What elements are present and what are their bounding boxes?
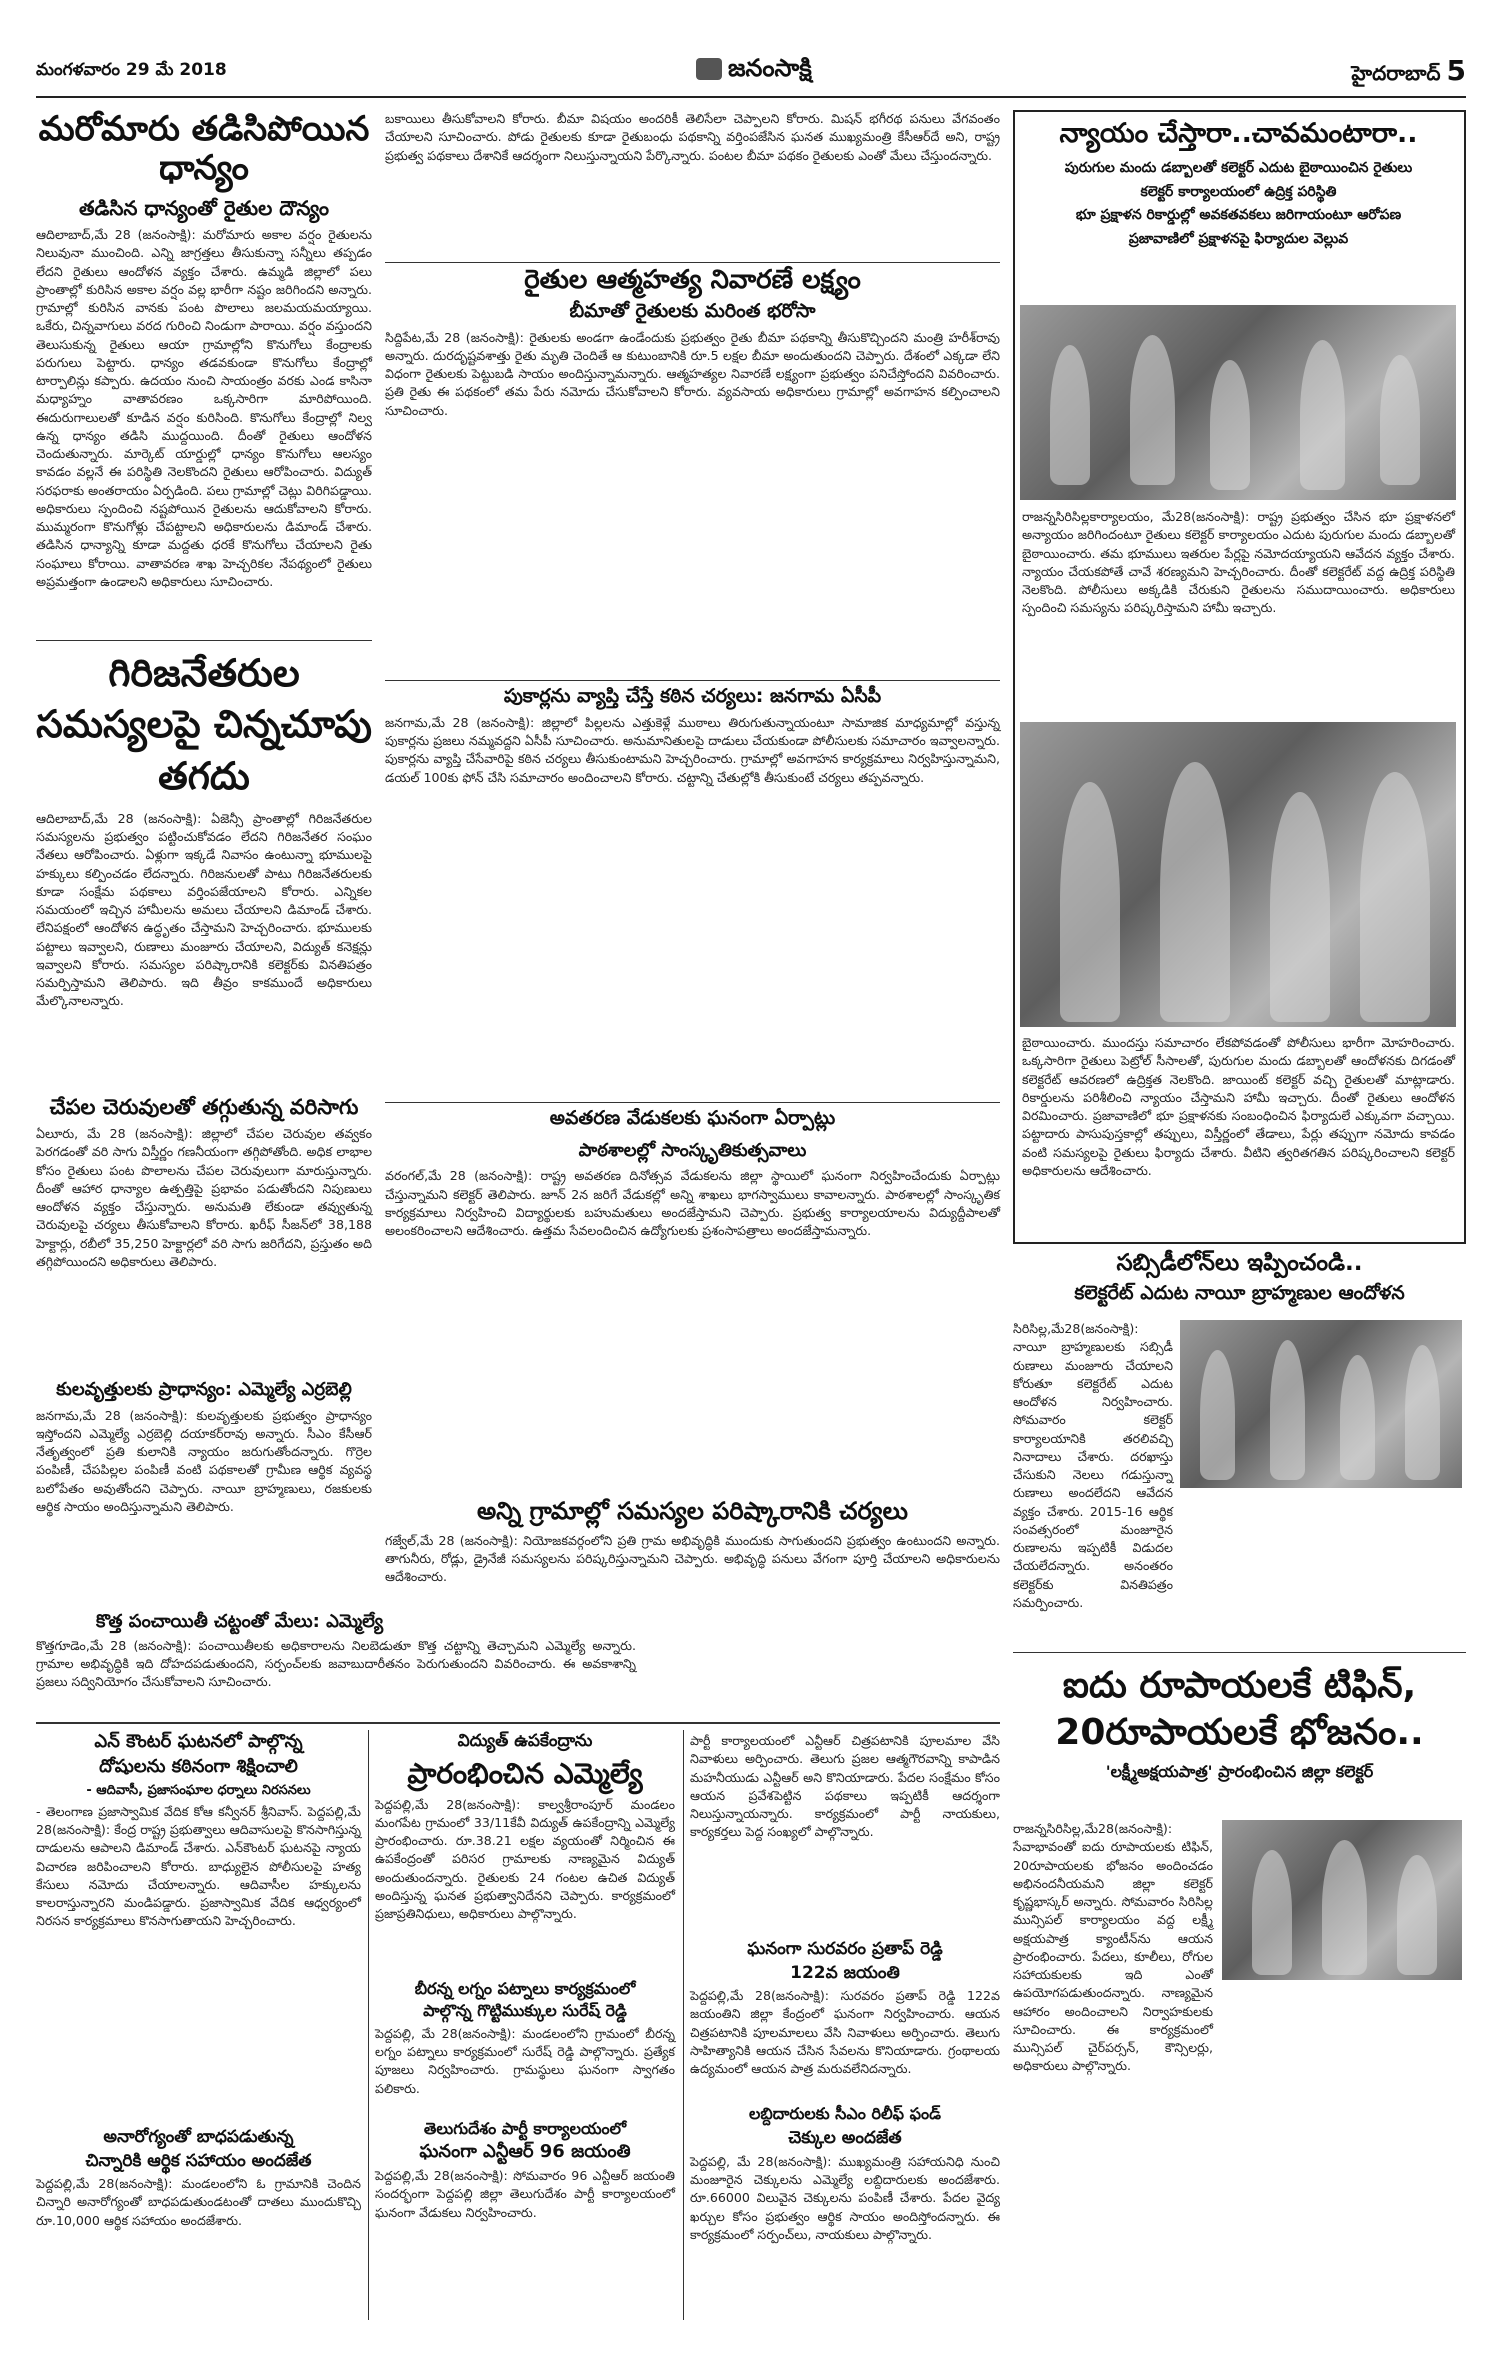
headline: చేపల చెరువులతో తగ్గుతున్న వరిసాగు [49,1095,359,1119]
article-body: పెద్దపల్లి, మే 28(జనంసాక్షి): మండలంలోని గ్రామంలో బీరన్న లగ్నం పట్నాలు కార్యక్రమంలో సురేష్ రెడ్డి పాల్గొన్నారు. ప్రత్యేక పూజలు నిర్వహించారు. గ్రామస్థులు ఘనంగా స్వాగతం పలికారు. [375,2025,675,2096]
article-body: కొత్తగూడెం,మే 28 (జనంసాక్షి): పంచాయితీలకు అధికారాలను నిలబెడుతూ కొత్త చట్టాన్ని తెచ్చామని ఎమ్మెల్యే అన్నారు. గ్రామాల అభివృద్ధికి ఇది దోహదపడుతుందని, సర్పంచ్‌లకు జవాబుదారీతనం పెరుగుతుందని వివరించారు. ఈ అవకాశాన్ని ప్రజలు సద్వినియోగం చేసుకోవాలని సూచించారు. [36,1637,636,1690]
headline: మరోమారు తడిసిపోయిన ధాన్యం [38,109,370,189]
headline: విద్యుత్ ఉపకేంద్రాను [457,1731,593,1751]
story-child-aid [36,2128,361,2295]
subhead: - ఆదివాసీ, ప్రజాసంఘాల ధర్నాలు నిరసనలు [86,1783,311,1799]
story-suicide-prevention [385,266,1000,649]
headline: ఎన్ కౌంటర్ ఘటనలో పాల్గొన్న [94,1731,303,1752]
paper-name [696,54,812,88]
headline: అనారోగ్యంతో బాధపడుతున్న [103,2127,294,2147]
story-substation [375,1732,675,1966]
article-body: ఆదిలాబాద్,మే 28 (జనంసాక్షి): ఏజెన్సీ ప్రాంతాల్లో గిరిజనేతరుల సమస్యలను ప్రభుత్వం పట్టించుకోవడం లేదని గిరిజనేతర సంఘం నేతలు ఆరోపించారు. ఏళ్లుగా ఇక్కడే నివాసం ఉంటున్నా భూములపై హక్కులు కల్పించడం లేదన్నారు. గిరిజనులతో పాటు గిరిజనేతరులకు కూడా సంక్షేమ పథకాలు వర్తింపజేయాలని కోరారు. ఎన్నికల సమయంలో ఇచ్చిన హామీలను అమలు చేయాలని డిమాండ్ చేశారు. లేనిపక్షంలో ఆందోళన ఉద్ధృతం చేస్తామని హెచ్చరించారు. భూములకు పట్టాలు ఇవ్వాలని, రుణాలు మంజూరు చేయాలని, విద్యుత్ కనెక్షన్లు ఇవ్వాలని కోరారు. సమస్యల పరిష్కారానికి కలెక్టర్‌కు వినతిపత్రం సమర్పిస్తామని తెలిపారు. ఇది తీవ్రం కాకముందే అధికారులు మేల్కొనాలన్నారు. [36,810,372,1009]
article-body: బకాయిలు తీసుకోవాలని కోరారు. బీమా విషయం అందరికీ తెలిసేలా చెప్పాలని కోరారు. మిషన్ భగీరథ పనులు వేగవంతం చేయాలని సూచించారు. పోడు రైతులకు కూడా రైతుబంధు పథకాన్ని వర్తింపజేసిన ఘనత ముఖ్యమంత్రి కేసీఆర్‌దే అని, రాష్ట్ర ప్రభుత్వ పథకాలు దేశానికే ఆదర్శంగా నిలుస్తున్నాయని పేర్కొన్నారు. పంటల బీమా పథకం రైతులకు ఎంతో మేలు చేస్తుందన్నారు. [385,111,1000,163]
headline-line-2: దోషులను కఠినంగా శిక్షించాలి [99,1755,298,1777]
story-cm-relief [690,2105,1000,2303]
story-rumors [385,686,1000,1094]
story-ntr-continued [690,1732,1000,1932]
story-caste-occupations [36,1380,372,1612]
story-tribal [36,648,372,1105]
story-fish-ponds [36,1095,372,1375]
article-body: పెద్దపల్లి,మే 28(జనంసాక్షి): కాల్వశ్రీరాంపూర్ మండలం మంగపేట గ్రామంలో 33/11కేవీ విద్యుత్ ఉపకేంద్రాన్ని ఎమ్మెల్యే ప్రారంభించారు. రూ.38.21 లక్షల వ్యయంతో నిర్మించిన ఈ ఉపకేంద్రంతో పరిసర గ్రామాలకు నాణ్యమైన విద్యుత్ అందుతుందన్నారు. రైతులకు 24 గంటల ఉచిత విద్యుత్ అందిస్తున్న ఘనత ప్రభుత్వానిదేనని చెప్పారు. కార్యక్రమంలో ప్రజాప్రతినిధులు, అధికారులు పాల్గొన్నారు. [375,1796,675,1922]
headline-line-2: 20రూపాయలకే భోజనం.. [1055,1712,1424,1754]
article-body: జనగామ,మే 28 (జనంసాక్షి): జిల్లాలో పిల్లలను ఎత్తుకెళ్లే ముఠాలు తిరుగుతున్నాయంటూ సామాజిక మాధ్యమాల్లో వస్తున్న పుకార్లను ప్రజలు నమ్మవద్దని ఏసీపీ సూచించారు. అనుమానితులపై దాడులు చేయకుండా పోలీసులకు సమాచారం ఇవ్వాలన్నారు. పుకార్లను వ్యాప్తి చేసేవారిపై కఠిన చర్యలు తీసుకుంటామని హెచ్చరించారు. గ్రామాల్లో అవగాహన కార్యక్రమాలు నిర్వహిస్తున్నామని, డయల్ 100కు ఫోన్ చేసి సమాచారం అందించాలని కోరారు. చట్టాన్ని చేతుల్లోకి తీసుకుంటే చర్యలు తప్పవన్నారు. [385,714,1000,785]
headline: పుకార్లను వ్యాప్తి చేస్తే కఠిన చర్యలు: జనగామ ఏసీపీ [503,685,882,707]
photo-nayee-protest [1180,1320,1462,1488]
article-body: ఆదిలాబాద్,మే 28 (జనంసాక్షి): మరోమారు అకాల వర్షం రైతులను నిలువునా ముంచింది. ఎన్ని జాగ్రత్తలు తీసుకున్నా సన్నీలు తప్పడం లేదని రైతులు ఆందోళన వ్యక్తం చేశారు. ఉమ్మడి జిల్లాలో పలు ప్రాంతాల్లో కురిసిన అకాల వర్షం వల్ల భారీగా నష్టం జరిగిందని అన్నారు. గ్రామాల్లో కురిసిన వానకు పంట పొలాలు జలమయమయ్యాయి. ఒకేరు, చిన్నవాగులు వరద గురించి నిండుగా పారాయి. వర్షం వస్తుందని తెలుసుకున్న రైతులు ఆయా గ్రామాల్లోని కొనుగోలు కేంద్రాలకు పరుగులు పెట్టారు. ధాన్యం తడవకుండా కొనుగోలు కేంద్రాల్లో టార్పాలిన్లు కప్పారు. ఉదయం నుంచి సాయంత్రం వరకు ఎండ కాసినా మధ్యాహ్నం వాతావరణం ఒక్కసారిగా మారిపోయింది. ఈదురుగాలులతో కూడిన వర్షం కురిసింది. కొనుగోలు కేంద్రాల్లో నిల్వ ఉన్న ధాన్యం తడిసి ముద్దయింది. దీంతో రైతులు ఆందోళన చెందుతున్నారు. మార్కెట్ యార్డుల్లో ధాన్యం కొనుగోలు ఆలస్యం కావడం వల్లనే ఈ పరిస్థితి నెలకొందని రైతులు ఆరోపించారు. విద్యుత్ సరఫరాకు అంతరాయం ఏర్పడింది. పలు గ్రామాల్లో చెట్లు విరిగిపడ్డాయి. అధికారులు స్పందించి నష్టపోయిన రైతులను ఆదుకోవాలని కోరారు. ముమ్మరంగా కొనుగోళ్లు చేపట్టాలని అధికారులను డిమాండ్ చేశారు. తడిసిన ధాన్యాన్ని కూడా మద్దతు ధరకే కొనుగోలు చేయాలని రైతు సంఘాలు కోరాయి. వాతావరణ శాఖ హెచ్చరికల నేపథ్యంలో రైతులు అప్రమత్తంగా ఉండాలని అధికారులు సూచించారు. [36,227,372,589]
issue-date: మంగళవారం 29 మే 2018 [36,60,227,80]
divider [385,1102,1000,1103]
headline: తెలుగుదేశం పార్టీ కార్యాలయంలో [423,2119,627,2138]
headline-line-2: చిన్నారికి ఆర్థిక సహాయం అందజేత [85,2150,312,2171]
subhead: తడిసిన ధాన్యంతో రైతుల దౌన్యం [78,196,329,221]
article-body: పెద్దపల్లి,మే 28(జనంసాక్షి): సురవరం ప్రతాప్ రెడ్డి 122వ జయంతిని జిల్లా కేంద్రంలో ఘనంగా నిర్వహించారు. ఆయన చిత్రపటానికి పూలమాలలు వేసి నివాళులు అర్పించారు. తెలుగు సాహిత్యానికి ఆయన చేసిన సేవలను కొనియాడారు. గ్రంథాలయ ఉద్యమంలో ఆయన పాత్ర మరువలేనిదన్నారు. [690,1988,1000,2077]
headline: కులవృత్తులకు ప్రాధాన్యం: ఎమ్మెల్యే ఎర్రబెల్లి [56,1379,352,1400]
page-number: 5 [1446,54,1466,87]
headline-line-2: చెక్కుల అందజేత [788,2128,902,2149]
story-ntr [375,2120,675,2307]
article-body: ఏలూరు, మే 28 (జనంసాక్షి): జిల్లాలో చేపల చెరువుల తవ్వకం పెరగడంతో వరి సాగు విస్తీర్ణం గణనీయంగా తగ్గిపోతోంది. అధిక లాభాల కోసం రైతులు పంట పొలాలను చేపల చెరువులుగా మారుస్తున్నారు. దీంతో ఆహార ధాన్యాల ఉత్పత్తిపై ప్రభావం పడుతోందని నిపుణులు ఆందోళన వ్యక్తం చేస్తున్నారు. అనుమతి లేకుండా తవ్వుతున్న చెరువులపై చర్యలు తీసుకోవాలని కోరారు. ఖరీఫ్ సీజన్‌లో 38,188 హెక్టార్లు, రబీలో 35,250 హెక్టార్లలో వరి సాగు జరిగేదని, ప్రస్తుతం అది తగ్గిపోయిందని అధికారులు తెలిపారు. [36,1126,372,1269]
subhead: పాఠశాలల్లో సాంస్కృతికుత్సవాలు [578,1139,807,1161]
article-body: రాజన్నసిరిసిల్ల,మే28(జనంసాక్షి): సేవాభావంతో ఐదు రూపాయలకు టిఫిన్, 20రూపాయలకు భోజనం అందించడం అభినందనీయమని జిల్లా కలెక్టర్ కృష్ణభాస్కర్ అన్నారు. సోమవారం సిరిసిల్ల మున్సిపల్ కార్యాలయం వద్ద లక్ష్మీ అక్షయపాత్ర క్యాంటీన్‌ను ఆయన ప్రారంభించారు. పేదలు, కూలీలు, రోగుల సహాయకులకు ఇది ఎంతో ఉపయోగపడుతుందన్నారు. నాణ్యమైన ఆహారం అందించాలని నిర్వాహకులకు సూచించారు. ఈ కార్యక్రమంలో మున్సిపల్ చైర్‌పర్సన్, కౌన్సిలర్లు, అధికారులు పాల్గొన్నారు. [1013,1821,1213,2074]
headline: లబ్దిదారులకు సీఎం రిలీఫ్ ఫండ్ [749,2104,941,2123]
story-justice-body [1022,508,1455,718]
article-body: సిరిసిల్ల,మే28(జనంసాక్షి): నాయీ బ్రాహ్మణులకు సబ్సిడీ రుణాలు మంజూరు చేయాలని కోరుతూ కలెక్టరేట్ ఎదుట ఆందోళన నిర్వహించారు. సోమవారం కలెక్టర్ కార్యాలయానికి తరలివచ్చి నినాదాలు చేశారు. దరఖాస్తు చేసుకుని నెలలు గడుస్తున్నా రుణాలు అందలేదని ఆవేదన వ్యక్తం చేశారు. 2015-16 ఆర్థిక సంవత్సరంలో మంజూరైన రుణాలను ఇప్పటికీ విడుదల చేయలేదన్నారు. అనంతరం కలెక్టర్‌కు వినతిపత్రం సమర్పించారు. [1013,1321,1173,1610]
subhead: కలెక్టరేట్ ఎదుట నాయీ బ్రాహ్మణుల ఆందోళన [1074,1282,1405,1305]
story-subsidy-loans [1013,1250,1466,1305]
subhead-1: పురుగుల మందు డబ్బాలతో కలెక్టర్ ఎదుట బైఠాయించిన రైతులు [1064,160,1413,177]
article-body: వరంగల్,మే 28 (జనంసాక్షి): రాష్ట్ర అవతరణ దినోత్సవ వేడుకలను జిల్లా స్థాయిలో ఘనంగా నిర్వహించేందుకు ఏర్పాట్లు చేస్తున్నామని కలెక్టర్ తెలిపారు. జూన్ 2న జరిగే వేడుకల్లో అన్ని శాఖలు భాగస్వాములు కావాలన్నారు. పాఠశాలల్లో సాంస్కృతిక కార్యక్రమాలు నిర్వహించి విద్యార్థులకు బహుమతులు అందజేస్తామని చెప్పారు. ప్రభుత్వ కార్యాలయాలను విద్యుద్దీపాలతో అలంకరించాలని ఆదేశించారు. ఉత్తమ సేవలందించిన ఉద్యోగులకు ప్రశంసాపత్రాలు అందజేస్తామన్నారు. [385,1168,1000,1239]
headline: అన్ని గ్రామాల్లో సమస్యల పరిష్కారానికి చర్యలు [476,1497,908,1525]
headline: ఘనంగా సురవరం ప్రతాప్ రెడ్డి [747,1939,943,1959]
subhead-2: కలెక్టర్ కార్యాలయంలో ఉద్రిక్త పరిస్థితి [1140,183,1337,200]
paper-logo-icon [696,58,722,80]
column-rule [368,1730,369,2320]
article-body: బైఠాయించారు. ముందస్తు సమాచారం లేకపోవడంతో పోలీసులు భారీగా మోహరించారు. ఒక్కసారిగా రైతులు పెట్రోల్ సీసాలతో, పురుగుల మందు డబ్బాలతో ఆందోళనకు దిగడంతో కలెక్టరేట్ ఆవరణలో ఉద్రిక్తత నెలకొంది. జాయింట్ కలెక్టర్ వచ్చి రైతులతో మాట్లాడారు. రికార్డులను పరిశీలించి న్యాయం చేస్తామని హామీ ఇచ్చారు. దీంతో రైతులు ఆందోళన విరమించారు. ప్రజావాణిలో భూ ప్రక్షాళనకు సంబంధించిన ఫిర్యాదులే ఎక్కువగా వచ్చాయి. పట్టాదారు పాసుపుస్తకాల్లో తప్పులు, విస్తీర్ణంలో తేడాలు, పేర్లు తప్పుగా నమోదు కావడం వంటి సమస్యలపై రైతులు ఫిర్యాదు చేశారు. వీటిని త్వరితగతిన పరిష్కరించాలని కలెక్టర్ అధికారులను ఆదేశించారు. [1022,1035,1455,1178]
headline: సబ్సిడీలోన్‌లు ఇప్పించండి.. [1116,1250,1363,1276]
headline-line-2: పాల్గొన్న గొట్టిముక్కుల సురేష్ రెడ్డి [423,2001,627,2021]
headline: బీరన్న లగ్నం పట్నాలు కార్యక్రమంలో [414,1979,636,1998]
photo-police-farmers [1020,722,1456,1027]
story-tiffin-body [1013,1820,1213,2300]
headline: గిరిజనేతరుల సమస్యలపై చిన్నచూపు తగదు [36,651,372,798]
divider [385,262,1000,263]
story-grain-wet [36,110,372,666]
article-body: పెద్దపల్లి,మే 28(జనంసాక్షి): మండలంలోని ఓ గ్రామానికి చెందిన చిన్నారి అనారోగ్యంతో బాధపడుతుండటంతో దాతలు ముందుకొచ్చి రూ.10,000 ఆర్థిక సహాయం అందజేశారు. [36,2176,361,2228]
masthead [36,36,1466,98]
headline-line-2: ప్రారంభించిన ఎమ్మెల్యే [407,1756,643,1790]
story-village-problems [385,1498,1000,1644]
article-body: గజ్వేల్,మే 28 (జనంసాక్షి): నియోజకవర్గంలోని ప్రతి గ్రామ అభివృద్ధికి ముందుకు సాగుతుందని ప్రభుత్వం ఉంటుందని అన్నారు. తాగునీరు, రోడ్లు, డ్రైనేజీ సమస్యలను పరిష్కరిస్తున్నామని చెప్పారు. అభివృద్ధి పనులు వేగంగా పూర్తి చేయాలని అధికారులను ఆదేశించారు. [385,1532,1000,1585]
article-body: రాజన్నసిరిసిల్లకార్యాలయం, మే28(జనంసాక్షి): రాష్ట్ర ప్రభుత్వం చేసిన భూ ప్రక్షాళనలో అన్యాయం జరిగిందంటూ రైతులు కలెక్టర్ కార్యాలయం ఎదుట పురుగుల మందు డబ్బాలతో బైఠాయించారు. తమ భూములు ఇతరుల పేర్లపై నమోదయ్యాయని ఆవేదన వ్యక్తం చేశారు. న్యాయం చేయకపోతే చావే శరణ్యమని హెచ్చరించారు. దీంతో కలెక్టరేట్ వద్ద ఉద్రిక్త పరిస్థితి నెలకొంది. పోలీసులు అక్కడికి చేరుకుని రైతులను సముదాయించారు. అధికారులు స్పందించి సమస్యను పరిష్కరిస్తామని హామీ ఇచ్చారు. [1022,509,1455,616]
subhead: 'లక్ష్మీఅక్షయపాత్ర' ప్రారంభించిన జిల్లా కలెక్టర్ [1105,1761,1374,1781]
divider [36,640,372,641]
subhead-4: ప్రజావాణిలో ప్రక్షాళనపై ఫిర్యాదుల వెల్లువ [1128,230,1349,247]
headline: ఐదు రూపాయలకే టిఫిన్, [1062,1665,1417,1706]
bottom-divider [36,1722,1000,1724]
article-body: పెద్దపల్లి, మే 28(జనంసాక్షి): ముఖ్యమంత్రి సహాయనిధి నుంచి మంజూరైన చెక్కులను ఎమ్మెల్యే లబ్దిదారులకు అందజేశారు. రూ.66000 విలువైన చెక్కులను పంపిణీ చేశారు. పేదల వైద్య ఖర్చుల కోసం ప్రభుత్వం ఆర్థిక సాయం అందిస్తోందన్నారు. ఈ కార్యక్రమంలో సర్పంచ్‌లు, నాయకులు పాల్గొన్నారు. [690,2153,1000,2242]
story-tiffin [1013,1665,1466,1781]
article-body: పెద్దపల్లి,మే 28(జనంసాక్షి): సోమవారం 96 ఎన్టీఆర్ జయంతి సందర్భంగా పెద్దపల్లి జిల్లా తెలుగుదేశం పార్టీ కార్యాలయంలో ఘనంగా వేడుకలు నిర్వహించారు. [375,2168,675,2220]
story-subsidy-body-a [1013,1320,1173,1610]
article-body: సిద్దిపేట,మే 28 (జనంసాక్షి): రైతులకు అండగా ఉండేందుకు ప్రభుత్వం రైతు బీమా పథకాన్ని తీసుకొచ్చిందని మంత్రి హరీశ్‌రావు అన్నారు. దురదృష్టవశాత్తు రైతు మృతి చెందితే ఆ కుటుంబానికి రూ.5 లక్షల బీమా అందుతుందని చెప్పారు. దేశంలో ఎక్కడా లేని విధంగా రైతులకు పెట్టుబడి సాయం అందిస్తున్నామన్నారు. ఆత్మహత్యల నివారణే లక్ష్యంగా ప్రభుత్వం పనిచేస్తోందని వివరించారు. ప్రతి రైతు ఈ పథకంలో తమ పేరు నమోదు చేసుకోవాలని కోరారు. వ్యవసాయ అధికారులు గ్రామాల్లో అవగాహన కల్పించాలని సూచించారు. [385,329,1000,418]
story-formation-day [385,1108,1000,1487]
article-body: జనగామ,మే 28 (జనంసాక్షి): కులవృత్తులకు ప్రభుత్వం ప్రాధాన్యం ఇస్తోందని ఎమ్మెల్యే ఎర్రబెల్లి దయాకర్‌రావు అన్నారు. సీఎం కేసీఆర్ నేతృత్వంలో ప్రతి కులానికి న్యాయం జరుగుతోందన్నారు. గొర్రెల పంపిణీ, చేపపిల్లల పంపిణీ వంటి పథకాలతో గ్రామీణ ఆర్థిక వ్యవస్థ బలోపేతం అవుతోందని చెప్పారు. నాయీ బ్రాహ్మణులు, రజకులకు ఆర్థిక సాయం అందిస్తున్నామని తెలిపారు. [36,1407,372,1514]
divider [385,680,1000,681]
headline: అవతరణ వేడుకలకు ఘనంగా ఏర్పాట్లు [549,1107,836,1129]
headline-line-2: 122వ జయంతి [790,1962,900,1983]
edition-city: హైదరాబాద్ [1351,61,1441,85]
story-justice-or-death [1022,118,1455,249]
story-beeranna [375,1980,675,2125]
headline: రైతుల ఆత్మహత్య నివారణే లక్ష్యం [524,265,861,295]
edition [1351,54,1466,90]
story-justice-continued [1022,1034,1455,1234]
divider [1013,1652,1466,1653]
story-suravaram [690,1940,1000,2097]
subhead: బీమాతో రైతులకు మరింత భరోసా [569,299,816,322]
photo-farmers-protest [1020,305,1456,500]
subhead-3: భూ ప్రక్షాళన రికార్డుల్లో అవకతవకలు జరిగాయంటూ ఆరోపణ [1075,207,1402,224]
paper-name-text: జనంసాక్షి [728,54,812,82]
story-encounter [36,1732,361,2093]
article-body: - తెలంగాణ ప్రజాస్వామిక వేదిక కోఆ కన్వీనర్ శ్రీనివాస్. పెద్దపల్లి,మే 28(జనంసాక్షి): కేంద్ర రాష్ట్ర ప్రభుత్వాలు ఆదివాసులపై కొనసాగిస్తున్న దాడులను ఆపాలని డిమాండ్ చేశారు. ఎన్‌కౌంటర్ ఘటనపై న్యాయ విచారణ జరిపించాలని కోరారు. బాధ్యులైన పోలీసులపై హత్య కేసులు నమోదు చేయాలన్నారు. ఆదివాసీల హక్కులను కాలరాస్తున్నారని మండిపడ్డారు. ప్రజాస్వామిక వేదిక ఆధ్వర్యంలో నిరసన కార్యక్రమాలు కొనసాగుతాయని హెచ్చరించారు. [36,1803,361,1929]
headline-line-2: ఘనంగా ఎన్టీఆర్ 96 జయంతి [419,2141,631,2163]
article-body: పార్టీ కార్యాలయంలో ఎన్టీఆర్ చిత్రపటానికి పూలమాల వేసి నివాళులు అర్పించారు. తెలుగు ప్రజల ఆత్మగౌరవాన్ని కాపాడిన మహనీయుడు ఎన్టీఆర్ అని కొనియాడారు. పేదల సంక్షేమం కోసం ఆయన ప్రవేశపెట్టిన పథకాలు ఇప్పటికీ ఆదర్శంగా నిలుస్తున్నాయన్నారు. కార్యక్రమంలో పార్టీ నాయకులు, కార్యకర్తలు పెద్ద సంఖ్యలో పాల్గొన్నారు. [690,1733,1000,1840]
headline: కొత్త పంచాయితీ చట్టంతో మేలు: ఎమ్మెల్యే [96,1611,384,1632]
column-rule [683,1730,684,2320]
headline: న్యాయం చేస్తారా..చావమంటారా.. [1059,118,1418,149]
photo-canteen [1222,1820,1462,1980]
story-insurance-top [385,110,1000,260]
